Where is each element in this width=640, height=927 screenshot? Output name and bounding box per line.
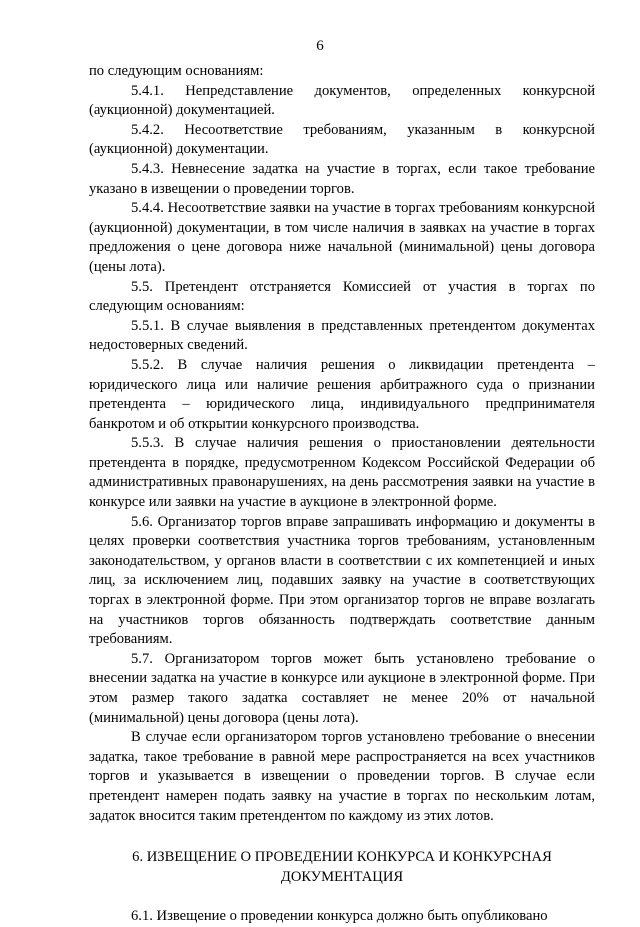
paragraph-continuation: по следующим основаниям: [89, 63, 264, 79]
paragraph-5-5-1: 5.5.1. В случае выявления в представленных претендентом документах недостоверных сведений. [89, 317, 595, 354]
paragraph-5-4-1: 5.4.1. Непредставление документов, определенных конкурсной (аукционной) документацией. [89, 82, 595, 119]
paragraph-6-1: 6.1. Извещение о проведении конкурса должно быть опубликовано [131, 908, 548, 925]
section-heading [89, 848, 595, 887]
paragraph-5-7: 5.7. Организатором торгов может быть установлено требование о внесении задатка на участие в конкурсе или аукционе в электронной форме. При этом размер такого задатка составляет не менее 20% от начальной (минимальной) цены договора (цены лота). [89, 650, 595, 726]
paragraph-5-4-2: 5.4.2. Несоответствие требованиям, указанным в конкурсной (аукционной) документации. [89, 121, 595, 158]
paragraph-5-5-2: 5.5.2. В случае наличия решения о ликвидации претендента – юридического лица или наличие решения арбитражного суда о признании претендента – юридического лица, индивидуального предпринимателя банкротом и об открытии конкурсного производства. [89, 356, 595, 432]
page-number: 6 [316, 38, 324, 54]
paragraph-deposit-requirement: В случае если организатором торгов установлено требование о внесении задатка, такое требование в равной мере распространяется на всех участников торгов и указывается в извещении о проведении торгов. В случае если претендент намерен подать заявку на участие в торгах по нескольким лотам, задаток вносится таким претендентом по каждому из этих лотов. [89, 729, 595, 824]
section-heading-line2: ДОКУМЕНТАЦИЯ [280, 868, 404, 885]
paragraph-5-6: 5.6. Организатор торгов вправе запрашивать информацию и документы в целях проверки соответствия участника торгов требованиям, установленным законодательством, у органов власти в соответствии с их компетенцией и иных лиц, за исключением лиц, подавших заявку на участие в соответствующих торгах в электронной форме. При этом организатор торгов не вправе возлагать на участников торгов обязанность подтверждать соответствие данным требованиям. [89, 513, 595, 648]
spacer [89, 887, 595, 907]
document-body [89, 62, 595, 927]
section-heading-line1: 6. ИЗВЕЩЕНИЕ О ПРОВЕДЕНИИ КОНКУРСА И КОНКУРСНАЯ [132, 849, 552, 866]
paragraph-5-4-4: 5.4.4. Несоответствие заявки на участие в торгах требованиям конкурсной (аукционной) документации, в том числе наличия в заявках на участие в торгах предложения о цене договора ниже начальной (минимальной) цены договора (цены лота). [89, 200, 595, 275]
paragraph-5-5-3: 5.5.3. В случае наличия решения о приостановлении деятельности претендента в порядке, предусмотренном Кодексом Российской Федерации об административных правонарушениях, на день рассмотрения заявки на участие в конкурсе или заявки на участие в аукционе в электронной форме. [89, 435, 595, 511]
paragraph-5-4-3: 5.4.3. Невнесение задатка на участие в торгах, если такое требование указано в извещении о проведении торгов. [89, 160, 595, 197]
paragraph-5-5: 5.5. Претендент отстраняется Комиссией от участия в торгах по следующим основаниям: [89, 278, 595, 315]
